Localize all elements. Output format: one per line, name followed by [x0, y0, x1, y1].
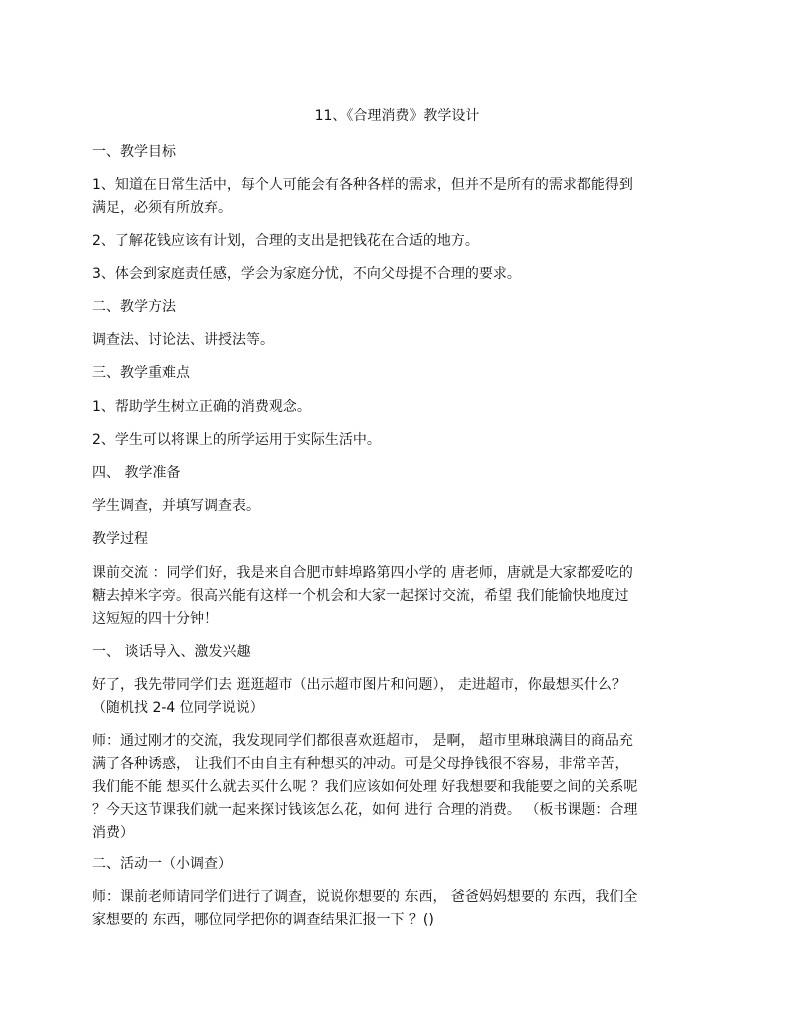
goal-item-3: 3、体会到家庭责任感，学会为家庭分忧，不向父母提不合理的要求。 [92, 266, 521, 282]
goal-item-1-line-2: 满足，必须有所放弃。 [92, 200, 232, 216]
part2-heading: 二、活动一（小调查） [92, 856, 232, 872]
intro-line-2: 糖去掉米字旁。很高兴能有这样一个机会和大家一起探讨交流，希望 我们能愉快地度过 [92, 588, 629, 604]
part1-p2-line-3: 我们能不能 想买什么就去买什么呢 ？我们应该如何处理 好我想要和我能要之间的关系呢 [92, 779, 638, 795]
goal-item-1-line-1: 1、知道在日常生活中，每个人可能会有各种各样的需求，但并不是所有的需求都能得到 [92, 177, 633, 193]
part1-p2-line-1: 师：通过刚才的交流，我发现同学们都很喜欢逛超市， 是啊， 超市里琳琅满目的商品充 [92, 733, 633, 749]
section-heading-key-points: 三、教学重难点 [92, 365, 190, 381]
key-point-2: 2、学生可以将课上的所学运用于实际生活中。 [92, 432, 381, 448]
intro-paragraph [92, 562, 704, 631]
part2-p1-line-1: 师：课前老师请同学们进行了调查，说说你想要的 东西， 爸爸妈妈想要的 东西，我们全 [92, 889, 638, 905]
document-title: 11、《合理消费》教学设计 [314, 108, 480, 124]
section-heading-methods: 二、教学方法 [92, 299, 176, 315]
part1-p1-line-2: （随机找 2-4 位同学说说） [92, 700, 264, 716]
section-heading-process: 教学过程 [92, 531, 148, 547]
part1-p1-line-1: 好了，我先带同学们去 逛逛超市（出示超市图片和问题）， 走进超市，你最想买什么？ [92, 677, 626, 693]
intro-line-3: 这短短的四十分钟！ [92, 611, 218, 627]
methods-content: 调查法、讨论法、讲授法等。 [92, 332, 274, 348]
preparation-content: 学生调查，并填写调查表。 [92, 498, 260, 514]
part1-p2-line-4: ？今天这节课我们就一起来探讨钱该怎么花，如何 进行 合理的消费。 （板书课题：合理 [92, 802, 638, 818]
section-heading-preparation: 四、 教学准备 [92, 465, 181, 481]
part1-heading: 一、 谈话导入、激发兴趣 [92, 644, 251, 660]
goal-item-2: 2、了解花钱应该有计划，合理的支出是把钱花在合适的地方。 [92, 233, 479, 249]
part1-paragraph-2 [92, 730, 704, 845]
goal-item-1 [92, 174, 704, 220]
intro-line-1: 课前交流 ：同学们好，我是来自合肥市蚌埠路第四小学的 唐老师，唐就是大家都爱吃的 [92, 565, 633, 581]
part1-p2-line-5: 消费） [92, 825, 134, 841]
part1-paragraph-1 [92, 674, 704, 720]
part1-p2-line-2: 满了各种诱惑， 让我们不由自主有种想买的冲动。可是父母挣钱很不容易，非常辛苦， [92, 756, 629, 772]
part2-paragraph-1 [92, 886, 704, 932]
key-point-1: 1、帮助学生树立正确的消费观念。 [92, 399, 311, 415]
part2-p1-line-2: 家想要的 东西，哪位同学把你的调查结果汇报一下 ？() [92, 912, 434, 928]
section-heading-goals: 一、教学目标 [92, 144, 176, 160]
